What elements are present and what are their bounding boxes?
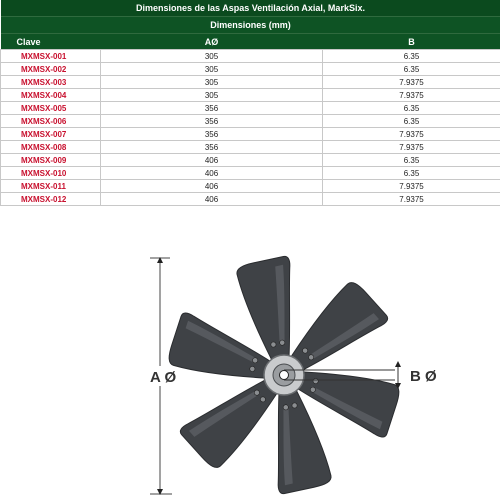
cell-clave: MXMSX-002 <box>1 63 101 76</box>
cell-b: 6.35 <box>323 63 500 76</box>
cell-b: 6.35 <box>323 154 500 167</box>
cell-b: 6.35 <box>323 102 500 115</box>
table-row <box>1 167 500 180</box>
table-body <box>1 50 500 206</box>
table-row <box>1 102 500 115</box>
cell-clave: MXMSX-010 <box>1 167 101 180</box>
cell-b: 6.35 <box>323 50 500 63</box>
table-row <box>1 193 500 206</box>
cell-a-diameter: 305 <box>101 76 323 89</box>
table-row <box>1 180 500 193</box>
cell-a-diameter: 356 <box>101 102 323 115</box>
table-row <box>1 141 500 154</box>
cell-b: 7.9375 <box>323 128 500 141</box>
cell-b: 7.9375 <box>323 180 500 193</box>
cell-clave: MXMSX-005 <box>1 102 101 115</box>
cell-b: 6.35 <box>323 167 500 180</box>
fan-diagram-svg <box>0 250 500 500</box>
table-title: Dimensiones de las Aspas Ventilación Axial, MarkSix. <box>1 0 500 17</box>
cell-a-diameter: 305 <box>101 89 323 102</box>
a-diameter-label: A Ø <box>150 369 177 386</box>
table-subtitle: Dimensiones (mm) <box>1 17 500 34</box>
fan-blade-drawing <box>0 250 500 500</box>
cell-clave: MXMSX-001 <box>1 50 101 63</box>
b-diameter-label: B Ø <box>410 368 437 385</box>
cell-clave: MXMSX-004 <box>1 89 101 102</box>
cell-b: 7.9375 <box>323 141 500 154</box>
header-a-diameter: AØ <box>101 34 323 50</box>
cell-a-diameter: 406 <box>101 180 323 193</box>
fan-bore <box>280 371 289 380</box>
table-header-row <box>1 34 500 50</box>
table-row <box>1 89 500 102</box>
cell-a-diameter: 406 <box>101 154 323 167</box>
table-row <box>1 63 500 76</box>
cell-a-diameter: 305 <box>101 50 323 63</box>
cell-a-diameter: 406 <box>101 167 323 180</box>
cell-a-diameter: 356 <box>101 141 323 154</box>
cell-b: 7.9375 <box>323 193 500 206</box>
cell-clave: MXMSX-011 <box>1 180 101 193</box>
header-clave: Clave <box>1 34 101 50</box>
header-b: B <box>323 34 500 50</box>
cell-clave: MXMSX-006 <box>1 115 101 128</box>
table-row <box>1 76 500 89</box>
dimensions-table <box>0 0 500 206</box>
table-title-row <box>1 0 500 17</box>
cell-clave: MXMSX-008 <box>1 141 101 154</box>
table-row <box>1 115 500 128</box>
cell-a-diameter: 356 <box>101 128 323 141</box>
table-row <box>1 154 500 167</box>
table-subtitle-row <box>1 17 500 34</box>
cell-b: 7.9375 <box>323 89 500 102</box>
cell-clave: MXMSX-012 <box>1 193 101 206</box>
cell-b: 7.9375 <box>323 76 500 89</box>
table-row <box>1 128 500 141</box>
table-row <box>1 50 500 63</box>
cell-a-diameter: 305 <box>101 63 323 76</box>
cell-clave: MXMSX-009 <box>1 154 101 167</box>
cell-clave: MXMSX-007 <box>1 128 101 141</box>
cell-clave: MXMSX-003 <box>1 76 101 89</box>
cell-b: 6.35 <box>323 115 500 128</box>
cell-a-diameter: 406 <box>101 193 323 206</box>
cell-a-diameter: 356 <box>101 115 323 128</box>
